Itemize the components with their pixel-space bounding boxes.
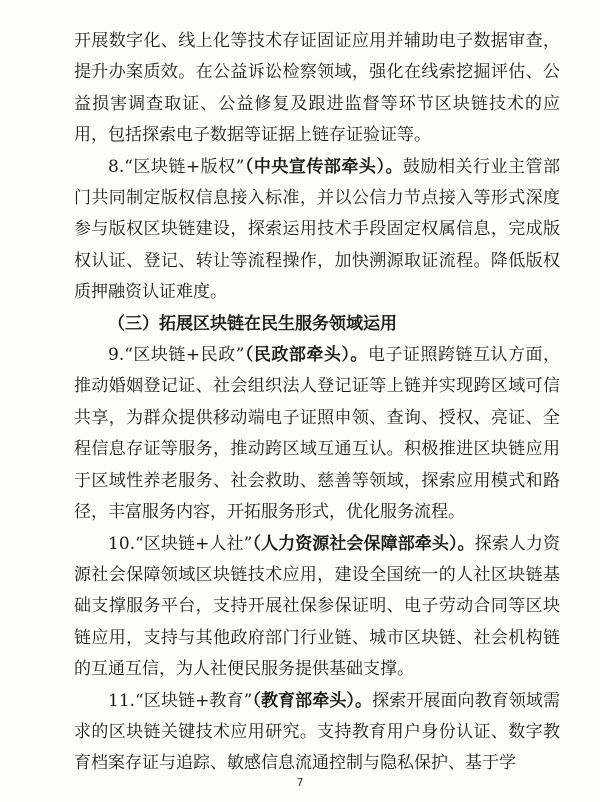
- item-owner: （中央宣传部牵头）。: [244, 156, 403, 177]
- paragraph-item-8: [74, 152, 560, 309]
- paragraph-item-11: [74, 686, 560, 780]
- item-text: 鼓励相关行业主管部门共同制定版权信息接入标准，并以公信力节点接入等形式深度参与版权区块链建设，探索运用技术手段固定权属信息，完成版权认证、登记、转让等流程操作，加快溯源取证流程。降低版权质押融资认证难度。: [74, 156, 560, 303]
- item-owner: （人力资源社会保障部牵头）。: [252, 533, 475, 554]
- page-number: 7: [296, 776, 304, 789]
- item-text: 探索开展面向教育领域需求的区块链关键技术应用研究。支持教育用户身份认证、数字教育档案存证与追踪、敏感信息流通控制与隐私保护、基于学: [74, 690, 561, 774]
- section-heading: （三）拓展区块链在民生服务领域运用: [108, 313, 397, 334]
- item-lead: 11.“区块链+教育”: [108, 690, 253, 711]
- paragraph-item-10: [74, 529, 560, 686]
- item-lead: 9.“区块链+民政”: [108, 345, 245, 366]
- item-text: 探索人力资源社会保障领域区块链技术应用，建设全国统一的人社区块链基础支撑服务平台，支持开展社保参保证明、电子劳动合同等区块链应用，支持与其他政府部门行业链、城市区块链、社会机构链的互通互信，为人社便民服务提供基础支撑。: [74, 533, 560, 680]
- paragraph-text: 开展数字化、线上化等技术存证固证应用并辅助电子数据审查，提升办案质效。在公益诉讼检察领域，强化在线索挖掘评估、公益损害调查取证、公益修复及跟进监督等环节区块链技术的应用，包括探索电子数据等证据上链存证验证等。: [74, 31, 560, 146]
- page-body: [74, 26, 560, 780]
- item-lead: 10.“区块链+人社”: [108, 533, 253, 554]
- item-owner: （民政部牵头）。: [244, 345, 368, 366]
- paragraph-continued: [74, 26, 560, 152]
- item-owner: （教育部牵头）。: [252, 690, 373, 711]
- item-lead: 8.“区块链+版权”: [108, 156, 245, 177]
- item-text: 电子证照跨链互认方面，推动婚姻登记证、社会组织法人登记证等上链并实现跨区域可信共享，为群众提供移动端电子证照申领、查询、授权、亮证、全程信息存证等服务，推动跨区域互通互认。积极推进区块链应用于区域性养老服务、社会救助、慈善等领域，探索应用模式和路径，丰富服务内容，开拓服务形式，优化服务流程。: [74, 345, 561, 523]
- paragraph-item-9: [74, 340, 560, 528]
